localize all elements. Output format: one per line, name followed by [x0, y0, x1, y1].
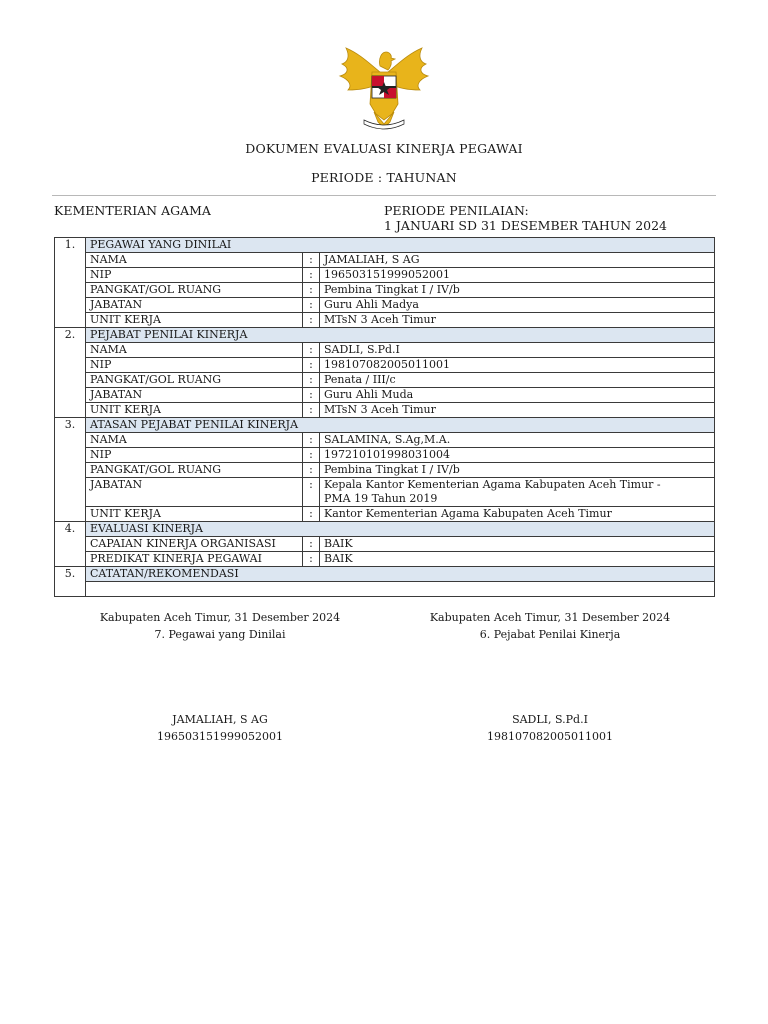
garuda-emblem-icon [334, 42, 434, 132]
field-label: NAMA [86, 433, 303, 448]
table-row [55, 313, 715, 328]
section-number: 5. [55, 567, 86, 597]
table-row [55, 283, 715, 298]
signature-place-date: Kabupaten Aceh Timur, 31 Desember 2024 [99, 611, 341, 624]
table-row [55, 507, 715, 522]
field-colon: : [303, 552, 320, 567]
field-value: Pembina Tingkat I / IV/b [320, 463, 715, 478]
signature-right-name-block [390, 711, 710, 745]
table-row [55, 388, 715, 403]
section-title: PEJABAT PENILAI KINERJA [86, 328, 715, 343]
field-value: SADLI, S.Pd.I [320, 343, 715, 358]
field-value: BAIK [320, 537, 715, 552]
field-value: MTsN 3 Aceh Timur [320, 313, 715, 328]
assessment-period-label: PERIODE PENILAIAN: [384, 203, 529, 218]
field-colon: : [303, 448, 320, 463]
field-colon: : [303, 388, 320, 403]
signature-name: JAMALIAH, S AG [172, 713, 268, 726]
field-colon: : [303, 343, 320, 358]
signature-role: 6. Pejabat Penilai Kinerja [479, 628, 621, 641]
table-row [55, 582, 715, 597]
field-label: JABATAN [86, 298, 303, 313]
field-value: MTsN 3 Aceh Timur [320, 403, 715, 418]
field-label: UNIT KERJA [86, 403, 303, 418]
assessment-period [384, 203, 667, 233]
field-value: Penata / III/c [320, 373, 715, 388]
field-value: Guru Ahli Madya [320, 298, 715, 313]
field-colon: : [303, 283, 320, 298]
field-label: PANGKAT/GOL RUANG [86, 373, 303, 388]
document-period: PERIODE : TAHUNAN [311, 170, 457, 185]
document-title: DOKUMEN EVALUASI KINERJA PEGAWAI [245, 141, 523, 156]
table-row [55, 478, 715, 507]
field-value-line: Kepala Kantor Kementerian Agama Kabupaten Aceh Timur - [324, 478, 661, 491]
signature-place-date: Kabupaten Aceh Timur, 31 Desember 2024 [429, 611, 671, 624]
assessment-period-value: 1 JANUARI SD 31 DESEMBER TAHUN 2024 [384, 218, 668, 233]
organization-name: KEMENTERIAN AGAMA [54, 203, 211, 218]
field-value: 196503151999052001 [320, 268, 715, 283]
table-row [55, 373, 715, 388]
table-row [55, 268, 715, 283]
section-title: ATASAN PEJABAT PENILAI KINERJA [86, 418, 715, 433]
field-colon: : [303, 253, 320, 268]
field-label: NAMA [86, 253, 303, 268]
table-row [55, 403, 715, 418]
field-value: 198107082005011001 [320, 358, 715, 373]
section-number: 2. [55, 328, 86, 418]
field-value: 197210101998031004 [320, 448, 715, 463]
section-title: PEGAWAI YANG DINILAI [86, 238, 715, 253]
field-colon: : [303, 478, 320, 507]
field-colon: : [303, 463, 320, 478]
section-number: 4. [55, 522, 86, 567]
recommendation-cell [86, 582, 715, 597]
field-label: UNIT KERJA [86, 313, 303, 328]
table-row [55, 358, 715, 373]
signature-nip: 196503151999052001 [157, 730, 283, 743]
field-colon: : [303, 298, 320, 313]
field-colon: : [303, 373, 320, 388]
field-value: JAMALIAH, S AG [320, 253, 715, 268]
section-title: EVALUASI KINERJA [86, 522, 715, 537]
field-label: PANGKAT/GOL RUANG [86, 463, 303, 478]
signature-nip: 198107082005011001 [487, 730, 613, 743]
section-number: 1. [55, 238, 86, 328]
field-colon: : [303, 403, 320, 418]
field-colon: : [303, 313, 320, 328]
divider [52, 195, 716, 196]
table-row [55, 343, 715, 358]
signature-left-name-block [60, 711, 380, 745]
field-value: Guru Ahli Muda [320, 388, 715, 403]
table-row [55, 537, 715, 552]
field-colon: : [303, 358, 320, 373]
field-label: PANGKAT/GOL RUANG [86, 283, 303, 298]
field-value-line: PMA 19 Tahun 2019 [324, 492, 438, 505]
section-header-row [55, 567, 715, 582]
table-row [55, 552, 715, 567]
field-label: CAPAIAN KINERJA ORGANISASI [86, 537, 303, 552]
section-header-row [55, 522, 715, 537]
signature-role: 7. Pegawai yang Dinilai [154, 628, 286, 641]
section-header-row [55, 418, 715, 433]
field-value [320, 478, 715, 507]
section-title: CATATAN/REKOMENDASI [86, 567, 715, 582]
evaluation-table [54, 237, 715, 597]
field-label: NIP [86, 448, 303, 463]
field-value: Kantor Kementerian Agama Kabupaten Aceh Timur [320, 507, 715, 522]
table-row [55, 298, 715, 313]
section-header-row [55, 328, 715, 343]
signature-right [390, 609, 710, 643]
signature-left [60, 609, 380, 643]
table-row [55, 463, 715, 478]
field-label: JABATAN [86, 388, 303, 403]
field-label: NIP [86, 358, 303, 373]
field-label: UNIT KERJA [86, 507, 303, 522]
field-colon: : [303, 268, 320, 283]
field-value: SALAMINA, S.Ag,M.A. [320, 433, 715, 448]
section-number: 3. [55, 418, 86, 522]
field-label: PREDIKAT KINERJA PEGAWAI [86, 552, 303, 567]
table-row [55, 433, 715, 448]
signature-name: SADLI, S.Pd.I [512, 713, 588, 726]
field-label: NIP [86, 268, 303, 283]
field-colon: : [303, 433, 320, 448]
field-colon: : [303, 507, 320, 522]
field-label: JABATAN [86, 478, 303, 507]
field-label: NAMA [86, 343, 303, 358]
field-colon: : [303, 537, 320, 552]
field-value: BAIK [320, 552, 715, 567]
field-value: Pembina Tingkat I / IV/b [320, 283, 715, 298]
table-row [55, 253, 715, 268]
section-header-row [55, 238, 715, 253]
table-row [55, 448, 715, 463]
